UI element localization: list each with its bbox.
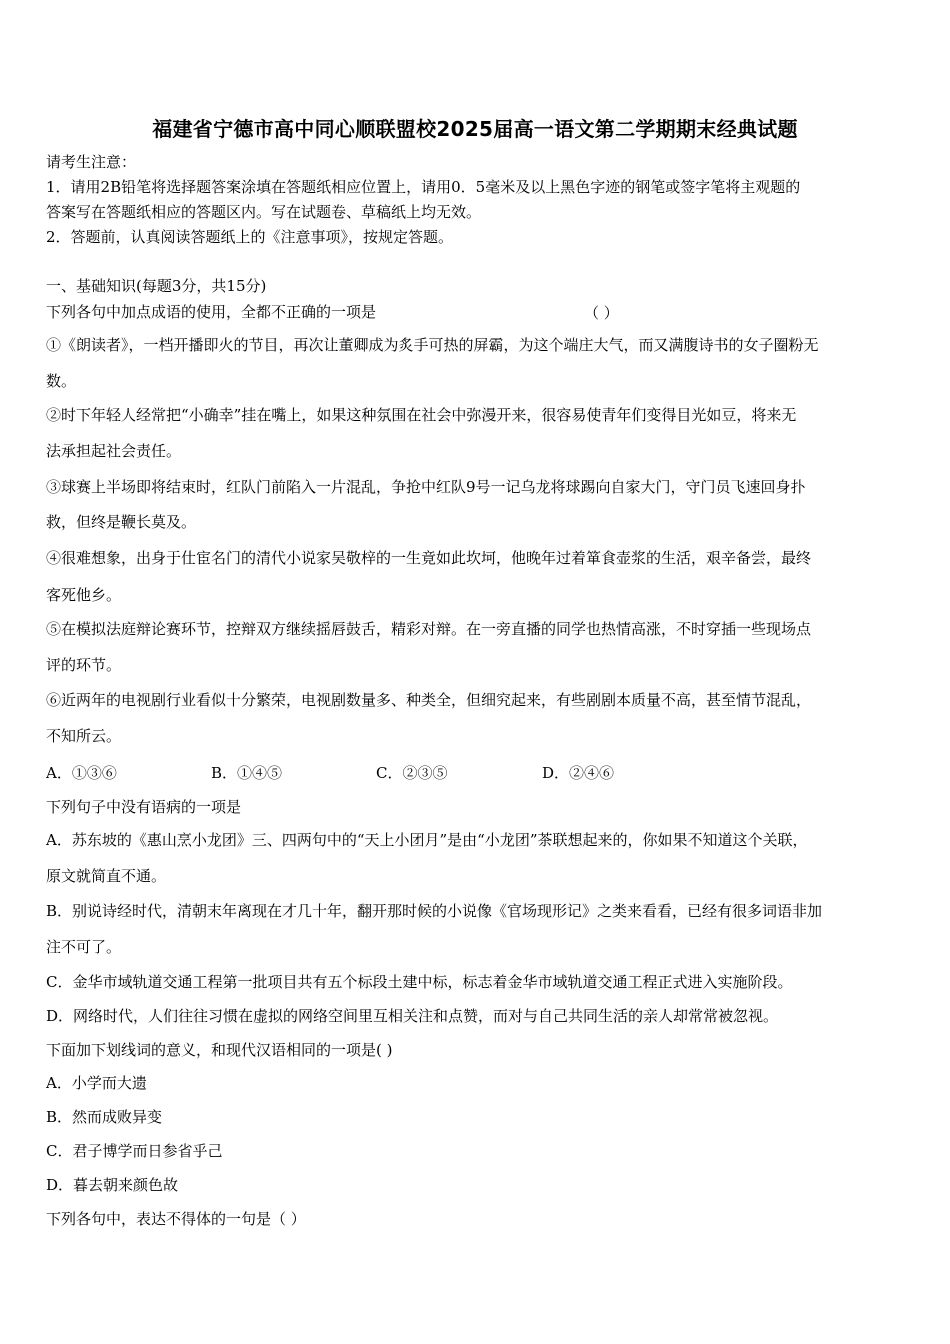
option-a-text: A．①③⑥ (46, 764, 117, 782)
question-3-stem: 下面加下划线词的意义，和现代汉语相同的一项是( ) (46, 1041, 393, 1059)
sentence-2: ②时下年轻人经常把“小确幸”挂在嘴上，如果这种氛围在社会中弥漫开来，很容易使青年们变得目光如豆，将来无 (46, 406, 797, 424)
q3-option-b: B．然而成败异变 (46, 1108, 163, 1126)
q2-option-c: C．金华市域轨道交通工程第一批项目共有五个标段土建中标，标志着金华市域轨道交通工程正式进入实施阶段。 (46, 973, 793, 991)
q3-option-c: C．君子博学而日参省乎己 (46, 1142, 223, 1160)
q3-option-d: D．暮去朝来颜色故 (46, 1176, 179, 1194)
notice-item-2: 2．答题前，认真阅读答题纸上的《注意事项》，按规定答题。 (46, 228, 454, 246)
q2-option-b: B．别说诗经时代，清朝末年离现在才几十年，翻开那时候的小说像《官场现形记》之类来看看，已经有很多词语非加 (46, 902, 823, 920)
q3-option-a: A．小学而大遗 (46, 1074, 147, 1092)
sentence-6-cont: 不知所云。 (46, 727, 122, 745)
q2-option-a-cont: 原文就简直不通。 (46, 867, 167, 885)
sentence-5-cont: 评的环节。 (46, 656, 122, 674)
option-c-text: C．②③⑤ (376, 764, 448, 782)
q2-option-a: A．苏东坡的《惠山烹小龙团》三、四两句中的“天上小团月”是由“小龙团”茶联想起来的，你如果不知道这个关联， (46, 831, 808, 849)
sentence-1-cont: 数。 (46, 372, 77, 390)
sentence-1: ①《朗读者》，一档开播即火的节目，再次让董卿成为炙手可热的屏霸，为这个端庄大气，而又满腹诗书的女子圈粉无 (46, 336, 819, 354)
sentence-5: ⑤在模拟法庭辩论赛环节，控辩双方继续摇唇鼓舌，精彩对辩。在一旁直播的同学也热情高涨，不时穿插一些现场点 (46, 620, 812, 638)
option-b (211, 762, 282, 783)
question-2-stem: 下列句子中没有语病的一项是 (46, 798, 242, 816)
sentence-4: ④很难想象，出身于仕宦名门的清代小说家吴敬梓的一生竟如此坎坷，他晚年过着箪食壶浆的生活，艰辛备尝，最终 (46, 549, 812, 567)
option-d (542, 762, 614, 783)
option-b-text: B．①④⑤ (211, 764, 283, 782)
question-4-stem: 下列各句中，表达不得体的一句是（ ） (46, 1210, 306, 1228)
sentence-3: ③球赛上半场即将结束时，红队门前陷入一片混乱，争抢中红队9号一记乌龙将球踢向自家大门，守门员飞速回身扑 (46, 478, 806, 496)
sentence-2-cont: 法承担起社会责任。 (46, 442, 182, 460)
notice-item-1-cont: 答案写在答题纸相应的答题区内。写在试题卷、草稿纸上均无效。 (46, 203, 482, 221)
sentence-4-cont: 客死他乡。 (46, 586, 122, 604)
notice-item-1: 1．请用2B铅笔将选择题答案涂填在答题纸相应位置上，请用0．5毫米及以上黑色字迹的钢笔或签字笔将主观题的 (46, 178, 801, 196)
sentence-3-cont: 救，但终是鞭长莫及。 (46, 513, 197, 531)
page-title: 福建省宁德市高中同心顺联盟校2025届高一语文第二学期期末经典试题 (152, 117, 798, 141)
q2-option-d: D．网络时代，人们往往习惯在虚拟的网络空间里互相关注和点赞，而对与自己共同生活的亲人却常常被忽视。 (46, 1007, 779, 1025)
notice-heading: 请考生注意： (46, 153, 137, 171)
option-a (46, 762, 117, 783)
option-c (376, 762, 447, 783)
sentence-6: ⑥近两年的电视剧行业看似十分繁荣，电视剧数量多、种类全，但细究起来，有些剧剧本质量不高，甚至情节混乱， (46, 691, 812, 709)
answer-blank: （ ） (584, 304, 619, 322)
question-1-stem: 下列各句中加点成语的使用，全都不正确的一项是 (46, 303, 377, 321)
section-heading: 一、基础知识(每题3分，共15分) (46, 277, 267, 295)
option-d-text: D．②④⑥ (542, 764, 615, 782)
q2-option-b-cont: 注不可了。 (46, 938, 122, 956)
